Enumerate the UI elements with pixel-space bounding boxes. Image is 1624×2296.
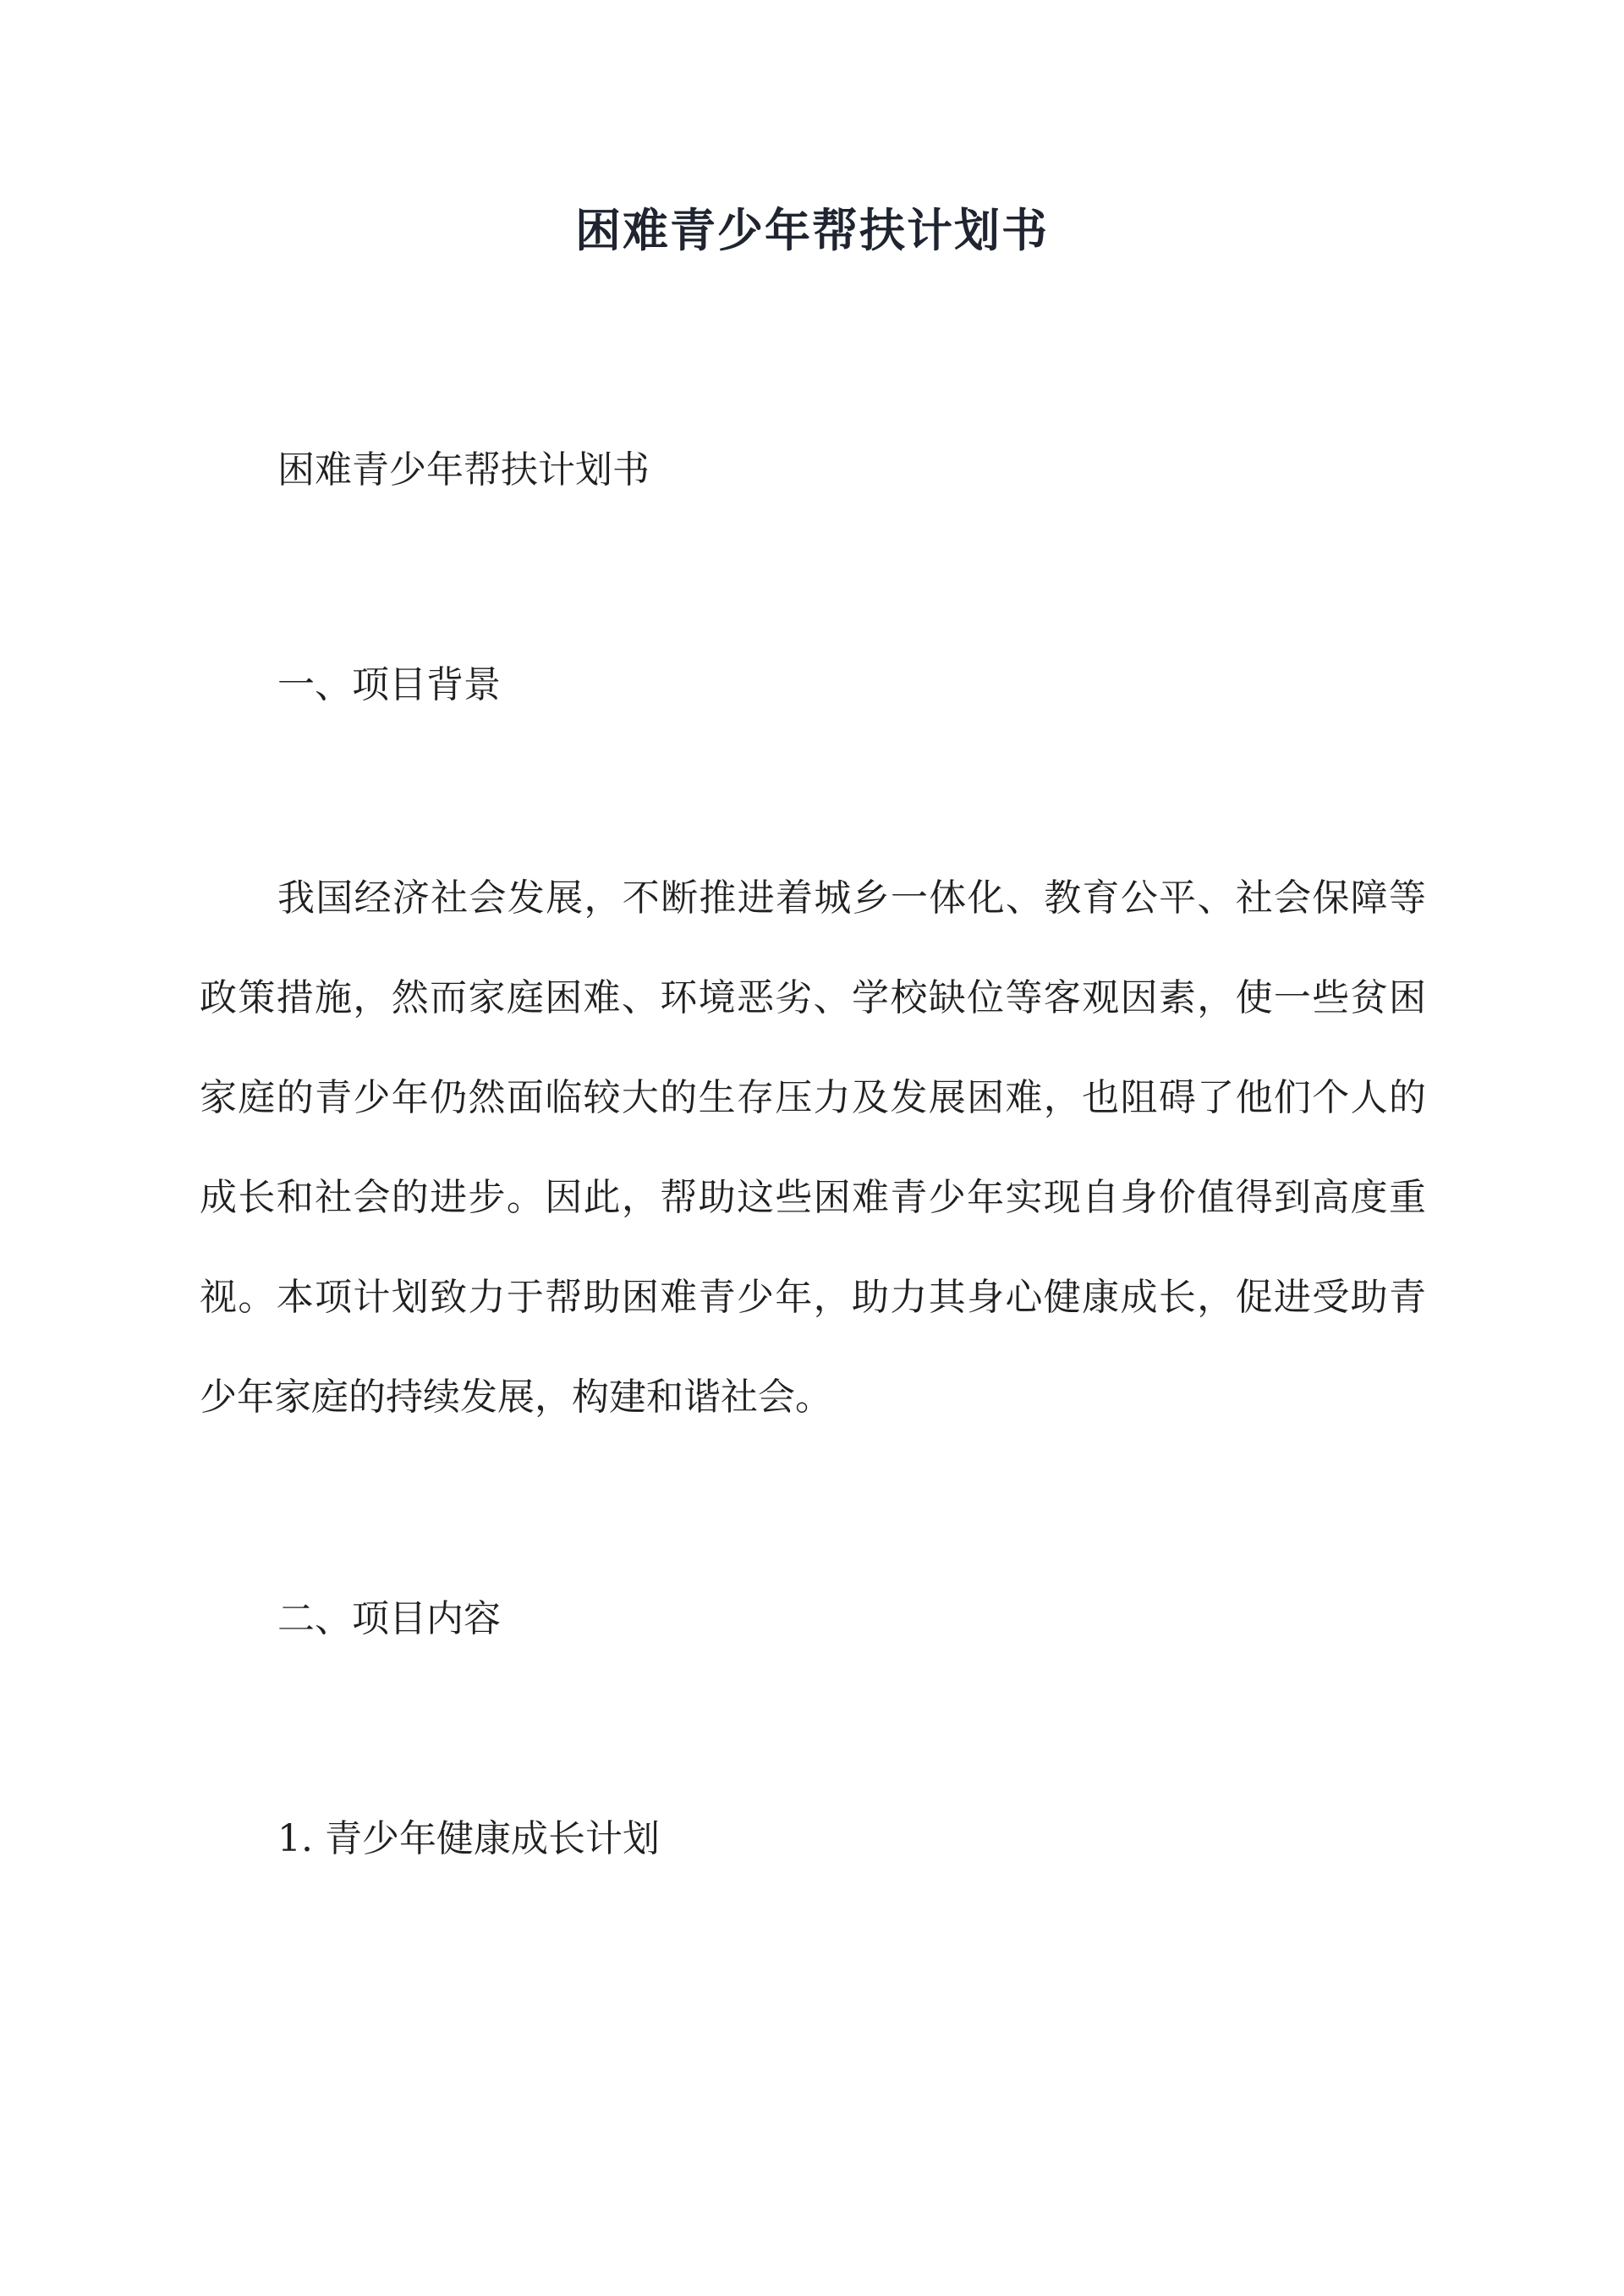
section-heading-content: 二、项目内容	[277, 1597, 501, 1640]
paragraph-line: 家庭的青少年仍然面临较大的生存压力及发展困难，也阻碍了他们个人的	[200, 1076, 1426, 1119]
document-subtitle: 困难青少年帮扶计划书	[277, 448, 650, 492]
paragraph-line: 少年家庭的持续发展，构建和谐社会。	[200, 1376, 832, 1419]
paragraph-line: 政策措施，然而家庭困难、环境恶劣、学校缺位等客观因素，使一些贫困	[200, 976, 1426, 1019]
paragraph-line: 视。本项计划致力于帮助困难青少年，助力其身心健康成长，促进受助青	[200, 1276, 1426, 1319]
paragraph-line: 我国经济社会发展，不断推进着城乡一体化、教育公平、社会保障等	[277, 876, 1426, 920]
paragraph-line: 成长和社会的进步。因此，帮助这些困难青少年实现自身价值得到高度重	[200, 1176, 1426, 1219]
section-heading-background: 一、项目背景	[277, 663, 501, 706]
subsection-heading: 1. 青少年健康成长计划	[277, 1817, 660, 1860]
background-paragraph	[200, 873, 1426, 1472]
document-title: 困难青少年帮扶计划书	[575, 203, 1049, 257]
